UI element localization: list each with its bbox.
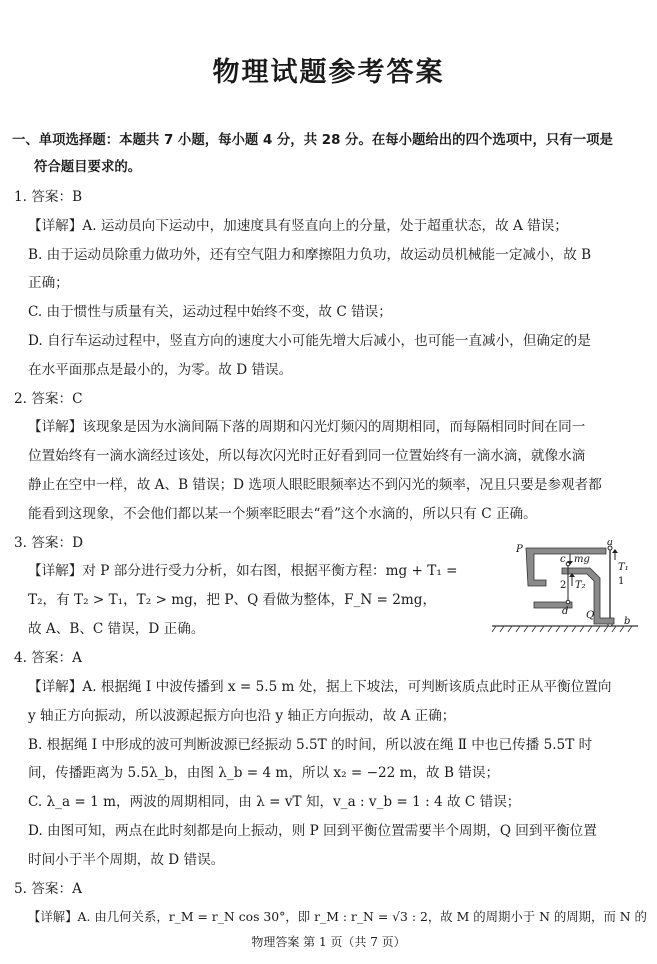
q1-answer: 1. 答案：B (14, 189, 83, 205)
q1-explanation-line: B. 由于运动员除重力做功外，还有空气阻力和摩擦阻力负功，故运动员机械能一定减小，故 B (28, 247, 592, 263)
section-heading: 一、单项选择题：本题共 7 小题，每小题 4 分，共 28 分。在每小题给出的四个选项中，只有一项是 (12, 133, 613, 148)
q2-explanation-line: 能看到这现象，不会他们都以某一个频率眨眼去“看”这个水滴的，所以只有 C 正确。 (28, 506, 537, 522)
q3-explanation-line: 故 A、B、C 错误，D 正确。 (28, 621, 205, 637)
q5-answer: 5. 答案：A (14, 881, 82, 897)
label-d: d (562, 606, 569, 617)
q4-explanation-line: D. 由图可知，两点在此时刻都是向上振动，则 P 回到平衡位置需要半个周期，Q 回到平衡位置 (28, 823, 597, 839)
label-q: Q (586, 610, 595, 621)
q1-explanation-line: D. 自行车运动过程中，竖直方向的速度大小可能先增大后减小，也可能一直减小，但确定的是 (28, 333, 591, 349)
q4-answer: 4. 答案：A (14, 650, 82, 666)
page-title: 物理试题参考答案 (212, 57, 445, 88)
q1-explanation-line: 正确； (28, 275, 69, 291)
q4-explanation-line: 间，传播距离为 5.5λ_b，由图 λ_b = 4 m，所以 x₂ = −22 m，故 B 错误； (28, 765, 500, 781)
label-b: b (624, 616, 631, 627)
force-diagram (490, 540, 640, 636)
q5-explanation-line: 【详解】A. 由几何关系，r_M = r_N cos 30°，即 r_M : r_N = √3 : 2，故 M 的周期小于 N 的周期，而 N 的 (28, 909, 647, 924)
q4-explanation-line: C. λ_a = 1 m，两波的周期相同，由 λ = vT 知，v_a : v_b = 1 : 4 故 C 错误； (28, 794, 521, 810)
ground-hatch (492, 626, 638, 632)
section-heading-continued: 符合题目要求的。 (34, 160, 142, 175)
q1-explanation-line: C. 由于惯性与质量有关，运动过程中始终不变，故 C 错误； (28, 304, 392, 320)
label-mg: mg (574, 554, 590, 565)
q3-explanation-line: 【详解】对 P 部分进行受力分析，如右图，根据平衡方程：mg + T₁ = (28, 563, 458, 579)
t1-arrowhead (612, 549, 618, 553)
label-c: c (560, 554, 566, 565)
q2-explanation-line: 【详解】该现象是因为水滴间隔下落的周期和闪光灯频闪的周期相同，而每隔相同时间在同一 (28, 419, 586, 435)
label-rope-2: 2 (560, 580, 567, 591)
label-rope-1: 1 (618, 576, 625, 587)
label-p: P (516, 544, 523, 555)
q4-explanation-line: y 轴正方向振动，所以波源起振方向也沿 y 轴正方向振动，故 A 正确； (28, 708, 456, 724)
point-d (566, 600, 570, 604)
q4-explanation-line: B. 根据绳 Ⅰ 中形成的波可判断波源已经振动 5.5T 的时间，所以波在绳 Ⅱ 中也已传播 5.5T 时 (28, 737, 593, 753)
q4-explanation-line: 时间小于半个周期，故 D 错误。 (28, 852, 225, 868)
label-t1: T₁ (618, 562, 629, 573)
q3-answer: 3. 答案：D (14, 535, 83, 551)
q2-explanation-line: 位置始终有一滴水滴经过该处，所以每次闪光时正好看到同一位置始终有一滴水滴，就像水滴 (28, 448, 586, 464)
label-a: a (607, 540, 613, 548)
q4-explanation-line: 【详解】A. 根据绳 Ⅰ 中波传播到 x = 5.5 m 处，据上下坡法，可判断该质点此时正从平衡位置向 (28, 679, 612, 695)
q2-answer: 2. 答案：C (14, 391, 83, 407)
label-t2: T₂ (575, 580, 586, 591)
page-footer: 物理答案 第 1 页（共 7 页） (251, 935, 406, 949)
q3-explanation-line: T₂，有 T₂ > T₁，T₂ > mg，把 P、Q 看做为整体，F_N = 2mg， (28, 592, 437, 608)
q1-explanation-line: 在水平面那点是最小的，为零。故 D 错误。 (28, 362, 293, 378)
q1-explanation-line: 【详解】A. 运动员向下运动中，加速度具有竖直向上的分量，处于超重状态，故 A 错误； (28, 218, 568, 234)
q2-explanation-line: 静止在空中一样，故 A、B 错误；D 选项人眼眨眼频率达不到闪光的频率，况且只要是参观者都 (28, 477, 602, 493)
